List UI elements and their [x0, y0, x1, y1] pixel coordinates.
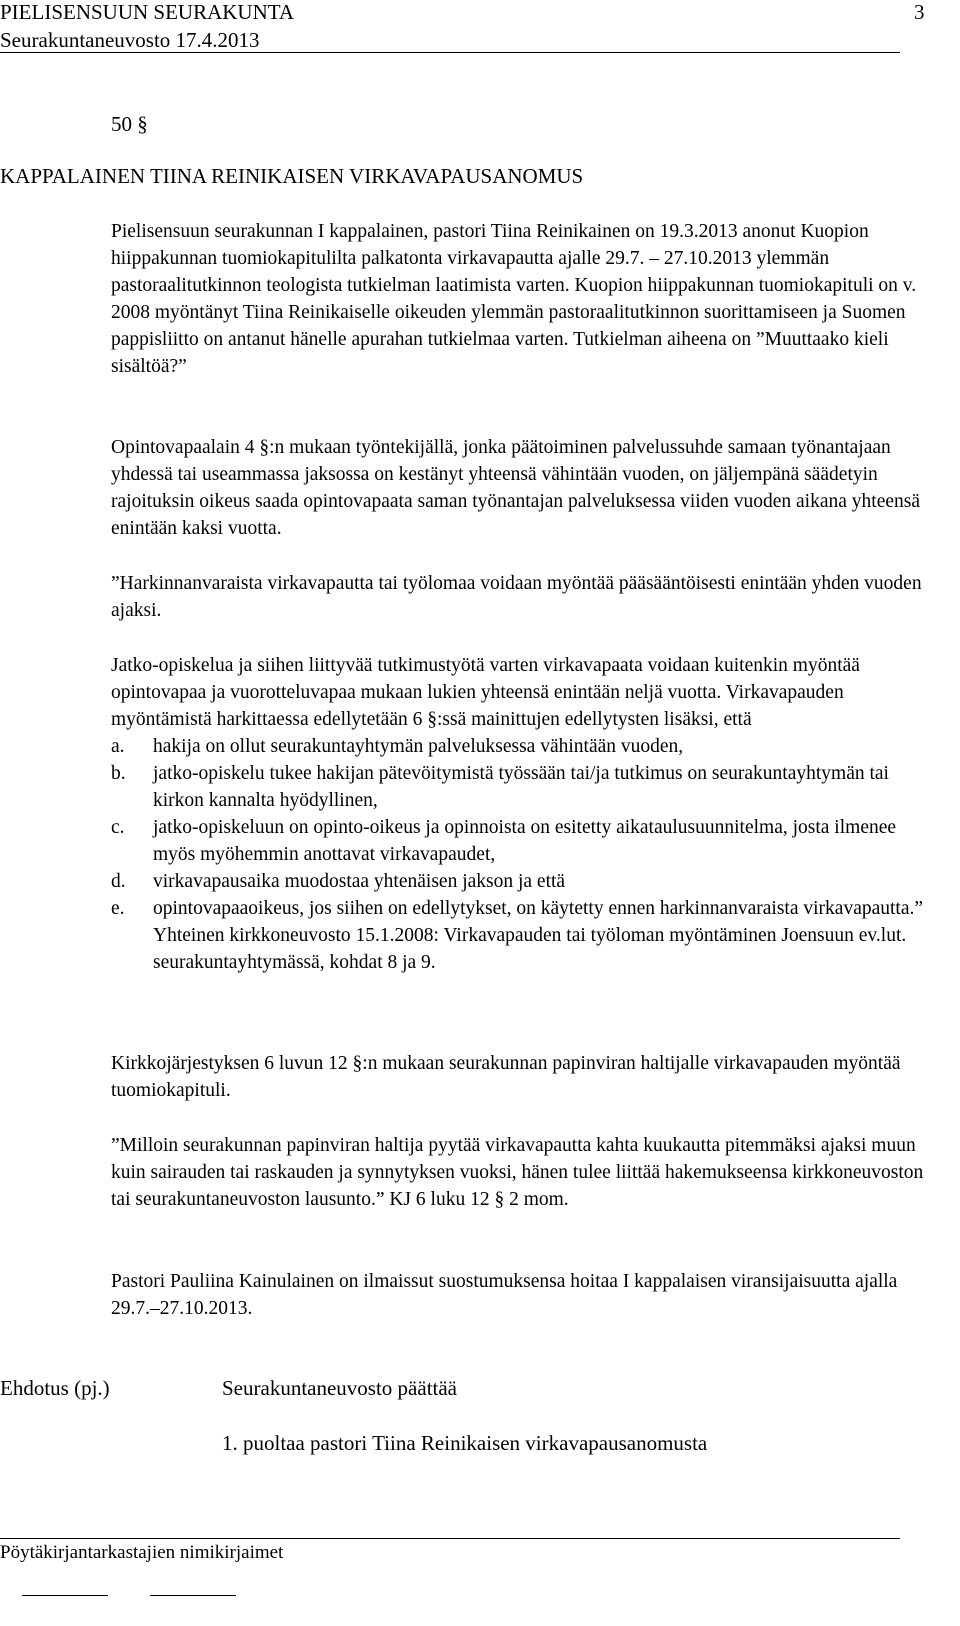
proposal-heading: Seurakuntaneuvosto päättää — [222, 1376, 457, 1400]
section-number: 50 § — [111, 112, 148, 136]
proposal-item: 1. puoltaa pastori Tiina Reinikaisen virkavapausanomusta — [222, 1431, 708, 1455]
list-label: c. — [111, 817, 125, 838]
p6-text: ”Milloin seurakunnan papinviran haltija pyytää virkavapautta kahta kuukautta pitemmäksi ajaksi muun kuin sairauden tai raskauden ja synnytyksen vuoksi, hänen tulee liittää hakemukseensa kirkkoneuvoston tai seurakuntaneuvoston lausunto.” KJ 6 luku 12 § 2 mom. — [111, 1135, 924, 1210]
footer-rule — [0, 1538, 900, 1539]
list-item-e — [111, 895, 931, 976]
paragraph-intro — [111, 218, 931, 380]
section-title: KAPPALAINEN TIINA REINIKAISEN VIRKAVAPAUSANOMUS — [0, 164, 584, 188]
header-meeting: Seurakuntaneuvosto 17.4.2013 — [0, 28, 260, 52]
list-item-c — [111, 814, 931, 868]
paragraph-kj-quote — [111, 1132, 931, 1213]
signature-line-2 — [150, 1595, 236, 1596]
paragraph-kirkkojarjestys — [111, 1050, 931, 1104]
page-number: 3 — [914, 0, 925, 24]
list-text: virkavapausaika muodostaa yhtenäisen jakson ja että — [153, 871, 566, 892]
header-rule — [0, 52, 900, 53]
list-text: hakija on ollut seurakuntayhtymän palveluksessa vähintään vuoden, — [153, 736, 684, 757]
list-text: jatko-opiskeluun on opinto-oikeus ja opinnoista on esitetty aikataulusuunnitelma, josta ilmenee myös myöhemmin anottavat virkavapaudet, — [153, 817, 897, 865]
p3-text: ”Harkinnanvaraista virkavapautta tai työlomaa voidaan myöntää pääsääntöisesti enintään yhden vuoden ajaksi. — [111, 573, 922, 621]
list-label: a. — [111, 736, 125, 757]
p7-text: Pastori Pauliina Kainulainen on ilmaissut suostumuksensa hoitaa I kappalaisen viransijaisuutta ajalla 29.7.–27.10.2013. — [111, 1271, 898, 1319]
list-item-a — [111, 733, 931, 760]
p5-text: Kirkkojärjestyksen 6 luvun 12 §:n mukaan seurakunnan papinviran haltijalle virkavapauden myöntää tuomiokapituli. — [111, 1053, 901, 1101]
list-item-b — [111, 760, 931, 814]
list-text: opintovapaaoikeus, jos siihen on edellytykset, on käytetty ennen harkinnanvaraista virkavapautta.” Yhteinen kirkkoneuvosto 15.1.2008: Virkavapauden tai työloman myöntäminen Joensuun ev.lut. seurakuntayhtymässä, kohdat 8 ja 9. — [153, 898, 924, 973]
signatures-label: Pöytäkirjantarkastajien nimikirjaimet — [0, 1542, 284, 1563]
list-text: jatko-opiskelu tukee hakijan pätevöitymistä työssään tai/ja tutkimus on seurakuntayhtymän tai kirkon kannalta hyödyllinen, — [153, 763, 889, 811]
header-org: PIELISENSUUN SEURAKUNTA — [0, 0, 295, 24]
list-item-d — [111, 868, 931, 895]
p2-text: Opintovapaalain 4 §:n mukaan työntekijällä, jonka päätoiminen palvelussuhde samaan työnantajaan yhdessä tai useammassa jaksossa on kestänyt yhteensä vähintään vuoden, on jäljempänä säädetyin rajoituksin oikeus saada opintovapaata saman työnantajan palveluksessa viiden vuoden aikana yhteensä enintään kaksi vuotta. — [111, 437, 921, 539]
list-label: b. — [111, 763, 126, 784]
paragraph-opintovapaalaki — [111, 434, 931, 542]
paragraph-sijainen — [111, 1268, 931, 1322]
p4-text: Jatko-opiskelua ja siihen liittyvää tutkimustyötä varten virkavapaata voidaan kuitenkin myöntää opintovapaa ja vuorotteluvapaa mukaan lukien yhteensä enintään neljä vuotta. Virkavapauden myöntämistä harkittaessa edellytetään 6 §:ssä mainittujen edellytysten lisäksi, että — [111, 655, 860, 730]
intro-text: Pielisensuun seurakunnan I kappalainen, pastori Tiina Reinikainen on 19.3.2013 anonut Kuopion hiippakunnan tuomiokapitulilta palkatonta virkavapautta ajalle 29.7. – 27.10.2013 ylemmän pastoraalitutkinnon teologista tutkielman laatimista varten. Kuopion hiippakunnan tuomiokapituli on v. 2008 myöntänyt Tiina Reinikaiselle oikeuden ylemmän pastoraalitutkinnon suorittamiseen ja Suomen pappisliitto on antanut hänelle apurahan tutkielmaa varten. Tutkielman aiheena on ”Muuttaako kieli sisältöä?” — [111, 221, 917, 377]
list-label: e. — [111, 898, 125, 919]
paragraph-jatko-opiskelu — [111, 652, 931, 976]
signature-line-1 — [22, 1595, 108, 1596]
paragraph-harkinnanvarainen — [111, 570, 931, 624]
list-label: d. — [111, 871, 126, 892]
proposal-label: Ehdotus (pj.) — [0, 1376, 110, 1400]
